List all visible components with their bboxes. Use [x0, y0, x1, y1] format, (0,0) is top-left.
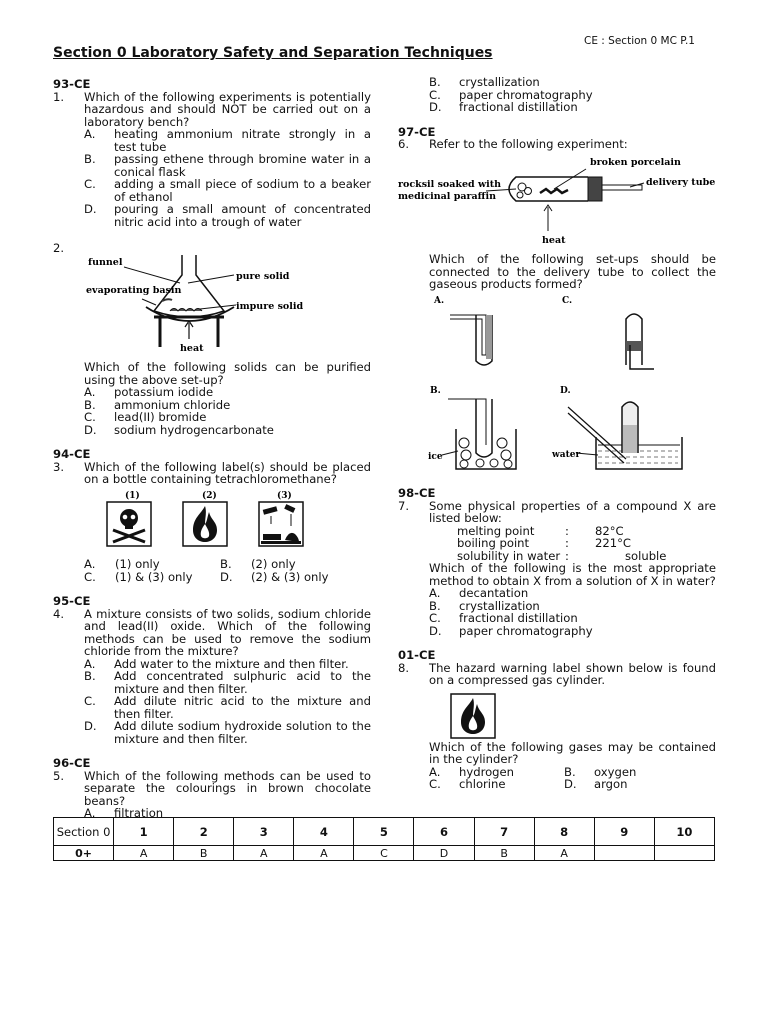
answer-cell: A — [234, 846, 294, 861]
option-c — [84, 695, 371, 720]
answer-cell — [654, 846, 714, 861]
option-a — [84, 128, 371, 153]
question-1 — [53, 91, 371, 129]
question-text: The hazard warning label shown below is found on a compressed gas cylinder. — [429, 660, 716, 687]
answer-header-cell: 9 — [594, 818, 654, 846]
property-separator: : — [565, 523, 569, 538]
question-number: 1. — [53, 89, 65, 104]
option-letter: A. — [84, 557, 96, 571]
page-reference: CE : Section 0 MC P.1 — [584, 35, 695, 47]
property-value: 221°C — [595, 536, 632, 550]
sublimation-diagram — [84, 253, 371, 358]
setup-c — [626, 314, 654, 369]
option-d — [84, 424, 371, 437]
question-2-text — [84, 361, 371, 386]
option-letter: D. — [84, 719, 97, 733]
answer-row — [54, 846, 715, 861]
label-3-number: (3) — [277, 490, 292, 501]
option-text: crystallization — [459, 598, 540, 613]
answer-header-cell: 1 — [114, 818, 174, 846]
property-separator: : — [565, 548, 569, 563]
answer-header-cell: 6 — [414, 818, 474, 846]
ice-label: ice — [428, 451, 443, 462]
question-number: 3. — [53, 459, 65, 474]
question-text: Refer to the following experiment: — [429, 137, 628, 151]
option-text: paper chromatography — [459, 623, 593, 638]
water-label: water — [552, 449, 581, 460]
setup-a — [450, 315, 492, 365]
question-code: 96-CE — [53, 756, 91, 770]
corrosive-icon — [259, 502, 303, 546]
option-text: Add dilute sodium hydroxide solution to the mixture and then filter. — [114, 719, 371, 746]
section-title: Section 0 Laboratory Safety and Separation Techniques — [53, 45, 493, 61]
option-text: passing ethene through bromine water in a conical flask — [114, 152, 371, 179]
option-b — [84, 670, 371, 695]
question-code: 93-CE — [53, 77, 91, 91]
option-text: pouring a small amount of concentrated nitric acid into a trough of water — [114, 202, 371, 229]
question-7 — [398, 500, 716, 525]
property-name: melting point — [457, 523, 535, 538]
porcelain-label: broken porcelain — [590, 156, 681, 168]
question-text: Which of the following gases may be contained in the cylinder? — [429, 739, 716, 766]
option-letter: B. — [564, 764, 576, 779]
option-text: hydrogen — [459, 764, 515, 779]
left-column — [53, 78, 371, 820]
question-text: Which of the following experiments is potentially hazardous and should NOT be carried out on a laboratory bench? — [84, 89, 371, 129]
option-letter: B. — [429, 75, 441, 89]
question-code: 94-CE — [53, 447, 91, 461]
rocksil-label-1: rocksil soaked with — [398, 178, 502, 190]
question-number: 4. — [53, 606, 65, 621]
option-c — [84, 411, 371, 424]
question-text: A mixture consists of two solids, sodium chloride and lead(II) oxide. Which of the following methods can be used to remove the sodium chloride from the mixture? — [84, 606, 371, 658]
answer-cell: A — [294, 846, 354, 861]
question-7-text-2 — [429, 562, 716, 587]
answer-cell: D — [414, 846, 474, 861]
option-letter: C. — [429, 611, 441, 625]
flammable-icon — [450, 693, 496, 739]
collection-setups — [428, 295, 716, 478]
question-text: Which of the following methods can be used to separate the colourings in brown chocolate beans? — [84, 768, 371, 808]
answer-cell: A — [114, 846, 174, 861]
option-letter: A. — [429, 764, 441, 779]
answer-header-cell: 8 — [534, 818, 594, 846]
option-letter: C. — [84, 177, 96, 191]
answer-table — [53, 817, 715, 861]
setup-c-label: C. — [562, 295, 573, 306]
question-code: 01-CE — [398, 648, 436, 662]
property-name: boiling point — [457, 536, 530, 550]
option-text: filtration — [114, 806, 164, 820]
option-text: adding a small piece of sodium to a beaker of ethanol — [114, 177, 371, 204]
property-name: solubility in water — [457, 548, 561, 563]
option-text: (1) & (3) only — [115, 569, 193, 584]
question-code: 98-CE — [398, 486, 436, 500]
option-letter: A. — [429, 586, 441, 600]
setup-a-label: A. — [434, 295, 445, 306]
option-d — [429, 101, 716, 114]
answer-header-cell: 5 — [354, 818, 414, 846]
option-letter: B. — [84, 397, 96, 412]
question-8 — [398, 662, 716, 687]
option-a — [84, 386, 371, 399]
setup-d-label: D. — [560, 385, 571, 396]
setup-b — [428, 399, 516, 469]
option-letter: C. — [429, 87, 441, 102]
option-d — [84, 720, 371, 745]
funnel-label: funnel — [88, 256, 123, 268]
rocksil-label-2: medicinal paraffin — [398, 190, 496, 202]
setup-d — [551, 402, 682, 469]
property-value: soluble — [625, 548, 667, 563]
flammable-label — [450, 693, 716, 737]
option-letter: B. — [429, 598, 441, 613]
label-1-number: (1) — [125, 490, 140, 501]
heat-label: heat — [542, 234, 566, 246]
delivery-tube-label: delivery tube — [646, 176, 716, 188]
option-text: paper chromatography — [459, 87, 593, 102]
option-text: oxygen — [594, 764, 637, 779]
answer-header-cell: 4 — [294, 818, 354, 846]
option-text: (1) only — [115, 557, 160, 571]
answer-header-row — [54, 818, 715, 846]
option-letter: A. — [84, 656, 96, 671]
question-text: Which of the following label(s) should be placed on a bottle containing tetrachloromethane? — [84, 459, 371, 486]
option-letter: C. — [429, 777, 441, 791]
option-letter: D. — [429, 623, 442, 638]
option-letter: A. — [84, 127, 96, 141]
cracking-diagram — [398, 155, 716, 250]
option-text: ammonium chloride — [114, 397, 231, 412]
option-text: Add water to the mixture and then filter. — [114, 656, 349, 671]
question-number: 8. — [398, 660, 410, 675]
option-letter: C. — [84, 694, 96, 708]
answer-cell: C — [354, 846, 414, 861]
question-6-text-2 — [429, 253, 716, 291]
question-number: 6. — [398, 137, 410, 151]
question-text: Which of the following set-ups should be connected to the delivery tube to collect the gaseous products formed? — [429, 252, 716, 291]
question-4 — [53, 608, 371, 658]
option-text: heating ammonium nitrate strongly in a test tube — [114, 127, 371, 154]
question-number: 5. — [53, 768, 65, 783]
option-text: (2) only — [251, 557, 296, 571]
answer-cell: A — [534, 846, 594, 861]
option-text: fractional distillation — [459, 100, 578, 114]
hazard-labels — [105, 490, 371, 555]
option-text: Add dilute nitric acid to the mixture and then filter. — [114, 694, 371, 721]
question-code: 97-CE — [398, 124, 436, 139]
property-list — [429, 525, 716, 563]
answer-cell: B — [474, 846, 534, 861]
answer-header-cell: 7 — [474, 818, 534, 846]
answer-header-cell: Section 0 — [54, 818, 114, 846]
option-b — [84, 153, 371, 178]
option-a — [429, 587, 716, 600]
answer-cell — [594, 846, 654, 861]
question-6 — [398, 138, 716, 151]
option-b — [429, 76, 716, 89]
setup-b-label: B. — [430, 385, 441, 396]
answer-cell: 0+ — [54, 846, 114, 861]
property-value: 82°C — [595, 523, 624, 538]
question-5 — [53, 770, 371, 808]
option-text: potassium iodide — [114, 385, 214, 399]
question-text: Some physical properties of a compound X are listed below: — [429, 498, 716, 525]
option-c — [429, 612, 716, 625]
question-number: 7. — [398, 498, 410, 513]
options-grid-8 — [429, 766, 716, 791]
option-text: (2) & (3) only — [251, 569, 329, 584]
option-text: decantation — [459, 586, 529, 600]
question-8-text-2 — [429, 741, 716, 766]
answer-header-cell: 3 — [234, 818, 294, 846]
option-letter: A. — [84, 806, 96, 820]
right-column — [398, 76, 716, 791]
property-separator: : — [565, 536, 569, 550]
option-letter: B. — [220, 557, 232, 571]
option-letter: A. — [84, 385, 96, 399]
option-letter: B. — [84, 669, 96, 683]
option-letter: D. — [220, 569, 233, 584]
option-text: crystallization — [459, 75, 540, 89]
option-text: sodium hydrogencarbonate — [114, 422, 274, 437]
impure-solid-label: impure solid — [236, 300, 304, 312]
option-letter: D. — [564, 777, 577, 791]
basin-label: evaporating basin — [86, 284, 182, 296]
options-grid-1 — [84, 558, 371, 583]
option-letter: D. — [84, 422, 97, 437]
pure-solid-label: pure solid — [236, 270, 290, 282]
option-d — [429, 625, 716, 638]
answer-cell: B — [174, 846, 234, 861]
option-text: argon — [594, 777, 628, 791]
question-code: 95-CE — [53, 594, 91, 608]
option-text: Add concentrated sulphuric acid to the mixture and then filter. — [114, 669, 371, 696]
question-text: Which of the following is the most appropriate method to obtain X from a solution of X in water? — [429, 561, 716, 588]
question-text: Which of the following solids can be purified using the above set-up? — [84, 360, 371, 387]
option-d — [84, 203, 371, 228]
option-letter: C. — [84, 410, 96, 424]
option-letter: D. — [84, 202, 97, 216]
option-letter: C. — [84, 569, 96, 584]
answer-header-cell: 2 — [174, 818, 234, 846]
heat-label: heat — [180, 342, 204, 354]
option-c — [84, 178, 371, 203]
option-text: chlorine — [459, 777, 506, 791]
option-text: fractional distillation — [459, 611, 578, 625]
answer-header-cell: 10 — [654, 818, 714, 846]
option-letter: B. — [84, 152, 96, 166]
skull-crossbones-icon — [107, 502, 151, 546]
flammable-icon — [183, 502, 227, 546]
question-number: 2. — [53, 241, 65, 255]
question-3 — [53, 461, 371, 486]
label-2-number: (2) — [202, 490, 217, 501]
option-text: lead(II) bromide — [114, 410, 207, 424]
option-letter: D. — [429, 100, 442, 114]
